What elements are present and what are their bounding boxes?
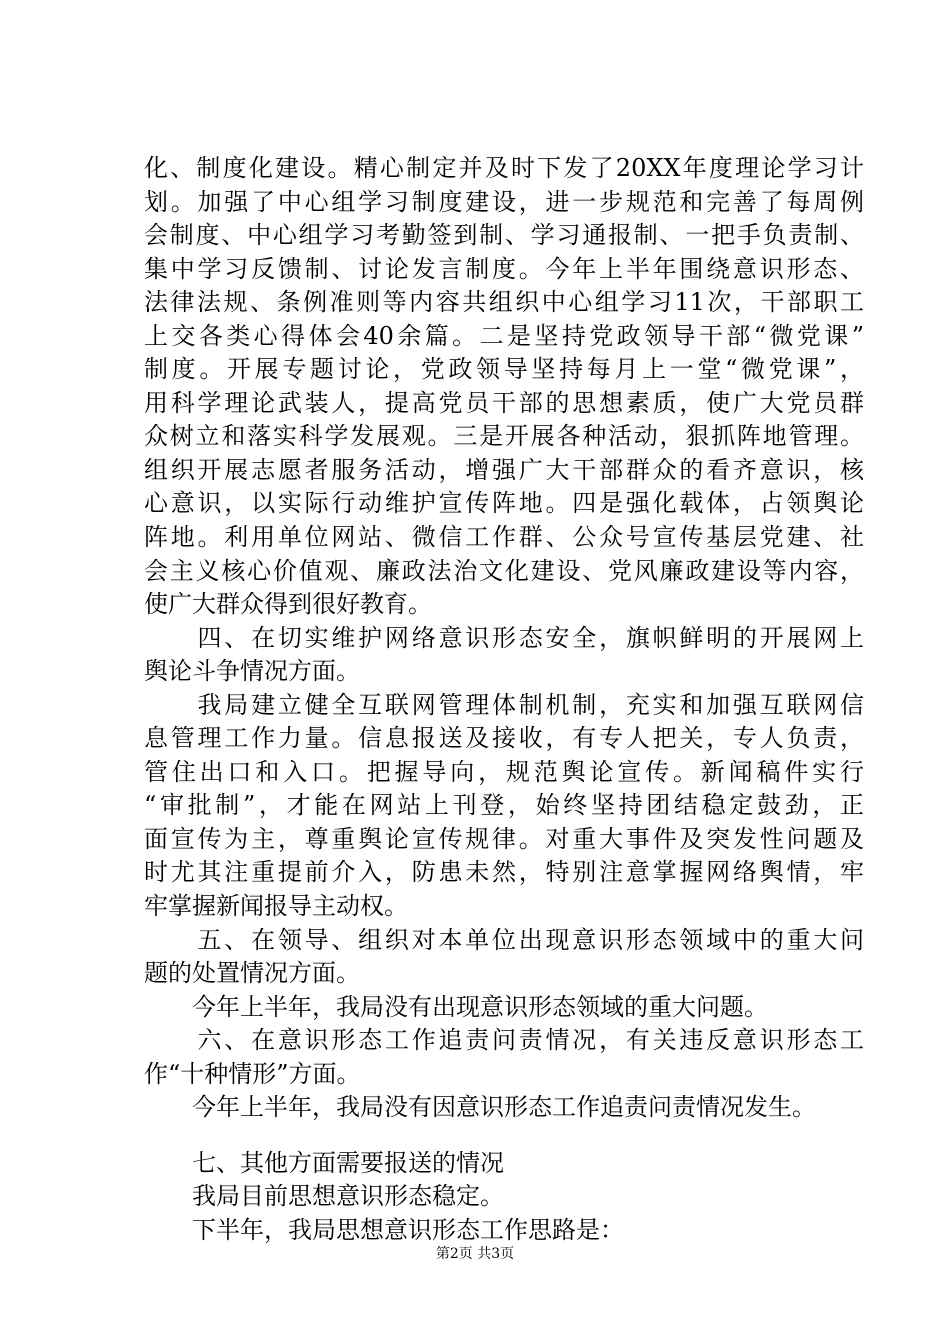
text-line: 会制度、中心组学习考勤签到制、学习通报制、一把手负责制、 [144,221,864,250]
text-line: 制度。开展专题讨论，党政领导坚持每月上一堂“微党课”， [144,355,864,384]
text-line: 用科学理论武装人，提高党员干部的思想素质，使广大党员群 [144,388,864,417]
text-line: 下半年，我局思想意识形态工作思路是： [144,1215,624,1244]
text-line: 我局建立健全互联网管理体制机制，充实和加强互联网信 [144,690,864,719]
heading-line: 作“十种情形”方面。 [144,1059,361,1088]
text-line: 今年上半年，我局没有因意识形态工作追责问责情况发生。 [144,1093,816,1122]
heading-line: 五、在领导、组织对本单位出现意识形态领域中的重大问 [144,925,864,954]
text-line: 上交各类心得体会40余篇。二是坚持党政领导干部“微党课” [144,321,864,350]
text-line: 集中学习反馈制、讨论发言制度。今年上半年围绕意识形态、 [144,254,864,283]
heading-line: 题的处置情况方面。 [144,959,360,988]
body-text [144,152,864,1248]
text-line: 使广大群众得到很好教育。 [144,590,432,619]
text-line: 管住出口和入口。把握导向，规范舆论宣传。新闻稿件实行 [144,757,864,786]
text-line: 牢掌握新闻报导主动权。 [144,892,408,921]
text-line: 我局目前思想意识形态稳定。 [144,1182,504,1211]
paragraph-gap [144,1125,864,1147]
text-line: 众树立和落实科学发展观。三是开展各种活动，狠抓阵地管理。 [144,422,864,451]
page-footer: 第2页 共3页 [435,1246,515,1262]
text-line: 会主义核心价值观、廉政法治文化建设、党风廉政建设等内容， [144,556,864,585]
heading-line: 七、其他方面需要报送的情况 [144,1148,504,1177]
text-line: 划。加强了中心组学习制度建设，进一步规范和完善了每周例 [144,187,864,216]
text-line: 面宣传为主，尊重舆论宣传规律。对重大事件及突发性问题及 [144,824,864,853]
text-line: 阵地。利用单位网站、微信工作群、公众号宣传基层党建、社 [144,523,864,552]
text-line: 组织开展志愿者服务活动，增强广大干部群众的看齐意识，核 [144,455,864,484]
text-line: 时尤其注重提前介入，防患未然，特别注意掌握网络舆情，牢 [144,858,864,887]
text-line: “审批制”，才能在网站上刊登，始终坚持团结稳定鼓劲，正 [144,791,864,820]
heading-line: 六、在意识形态工作追责问责情况，有关违反意识形态工 [144,1026,864,1055]
text-line: 化、制度化建设。精心制定并及时下发了20XX年度理论学习计 [144,154,864,182]
heading-line: 四、在切实维护网络意识形态安全，旗帜鲜明的开展网上 [144,623,864,652]
text-line: 法律法规、条例准则等内容共组织中心组学习11次，干部职工 [144,288,864,317]
text-line: 心意识，以实际行动维护宣传阵地。四是强化载体，占领舆论 [144,489,864,518]
heading-line: 舆论斗争情况方面。 [144,657,360,686]
text-line: 今年上半年，我局没有出现意识形态领域的重大问题。 [144,992,768,1021]
text-line: 息管理工作力量。信息报送及接收，有专人把关，专人负责， [144,724,864,753]
